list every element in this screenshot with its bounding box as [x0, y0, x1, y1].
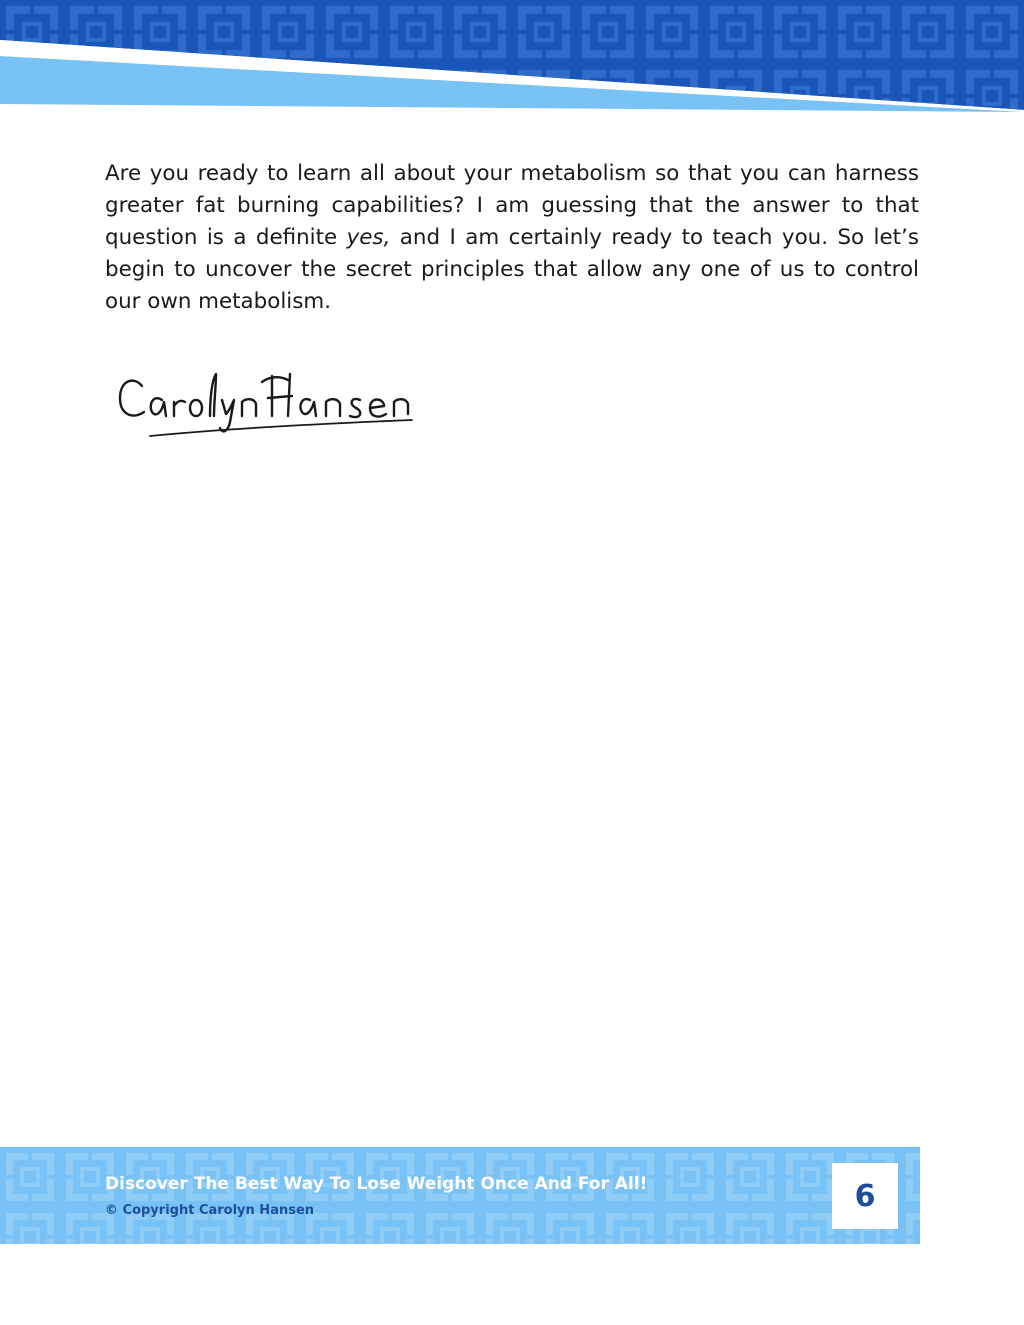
body-text-part1: Are you ready to learn all about your metabolism so that you can harness greater fat burning capabilities? I am guessing that the answer to that question is a definite — [105, 161, 919, 250]
body-paragraph — [105, 158, 919, 318]
footer-title: Discover The Best Way To Lose Weight Once And For All! — [105, 1174, 648, 1194]
footer-copyright: © Copyright Carolyn Hansen — [105, 1203, 315, 1218]
footer-banner — [0, 1147, 920, 1244]
page-number: 6 — [854, 1178, 876, 1214]
signature-image — [112, 358, 422, 448]
header-banner — [0, 0, 1024, 112]
footer-pattern — [0, 1147, 920, 1244]
page-number-box — [832, 1163, 898, 1229]
body-text-emphasis: yes, — [346, 225, 391, 250]
body-text-part2: and I am certainly ready to teach you. So let’s begin to uncover the secret principles that allow any one of us to control our own metabolism. — [105, 225, 919, 314]
